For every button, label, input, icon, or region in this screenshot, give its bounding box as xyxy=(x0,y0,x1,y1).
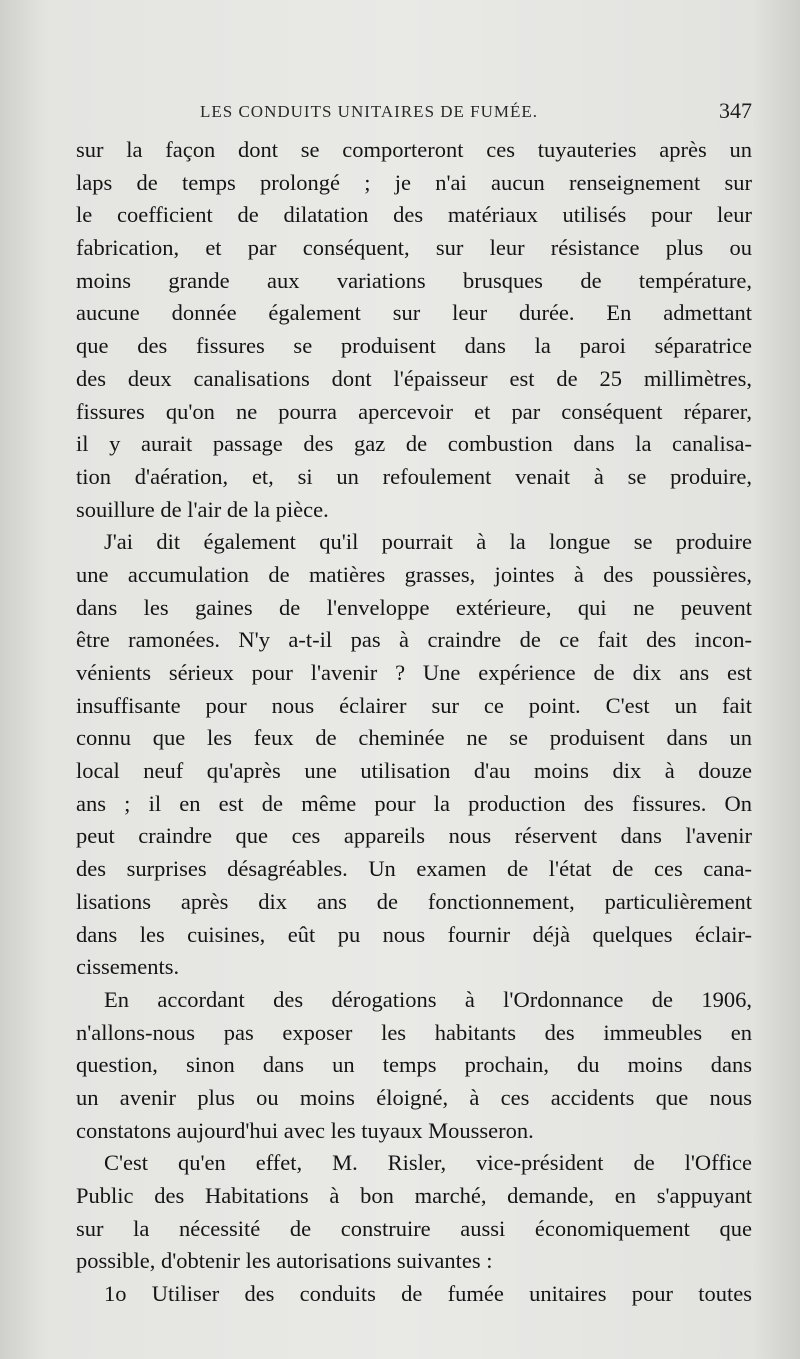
text-line: vénients sérieux pour l'avenir ? Une expérience de dix ans est xyxy=(76,660,752,685)
paragraph xyxy=(76,1278,752,1311)
text-line: connu que les feux de cheminée ne se produisent dans un xyxy=(76,725,752,751)
page-number: 347 xyxy=(719,98,752,123)
text-line: tion d'aération, et, si un refoulement venait à se produire, xyxy=(76,463,752,489)
text-line: cissements. xyxy=(76,954,180,980)
text-line: C'est qu'en effet, M. Risler, vice-président de l'Office xyxy=(104,1150,752,1176)
text-line: des surprises désagréables. Un examen de l'état de ces cana- xyxy=(76,856,752,882)
text-line: sur la nécessité de construire aussi économiquement que xyxy=(76,1215,752,1241)
text-line: J'ai dit également qu'il pourrait à la longue se produire xyxy=(104,529,752,555)
text-line: fabrication, et par conséquent, sur leur résistance plus ou xyxy=(76,235,752,261)
text-line: une accumulation de matières grasses, jointes à des poussières, xyxy=(76,561,752,587)
text-line: insuffisante pour nous éclairer sur ce point. C'est un fait xyxy=(76,692,752,718)
text-line: que des fissures se produisent dans la paroi séparatrice xyxy=(76,333,752,359)
text-line: peut craindre que ces appareils nous réservent dans l'avenir xyxy=(76,823,752,849)
text-line: un avenir plus ou moins éloigné, à ces accidents que nous xyxy=(76,1084,752,1110)
text-line: souillure de l'air de la pièce. xyxy=(76,496,329,522)
text-line: possible, d'obtenir les autorisations suivantes : xyxy=(76,1248,493,1274)
text-line: n'allons-nous pas exposer les habitants des immeubles en xyxy=(76,1019,752,1045)
text-line: moins grande aux variations brusques de température, xyxy=(76,267,752,293)
text-line: dans les cuisines, eût pu nous fournir déjà quelques éclair- xyxy=(76,921,752,947)
text-line: fissures qu'on ne pourra apercevoir et par conséquent réparer, xyxy=(76,398,752,424)
paragraph xyxy=(76,134,752,526)
paragraph xyxy=(76,526,752,984)
text-line: local neuf qu'après une utilisation d'au moins dix à douze xyxy=(76,758,752,784)
text-line: il y aurait passage des gaz de combustion dans la canalisa- xyxy=(76,431,752,457)
text-line: Public des Habitations à bon marché, demande, en s'appuyant xyxy=(76,1183,752,1208)
paragraph xyxy=(76,1147,752,1278)
text-line: aucune donnée également sur leur durée. En admettant xyxy=(76,300,752,326)
text-line: constatons aujourd'hui avec les tuyaux Mousseron. xyxy=(76,1117,534,1143)
text-line: En accordant des dérogations à l'Ordonnance de 1906, xyxy=(104,986,752,1012)
text-line: dans les gaines de l'enveloppe extérieure, qui ne peuvent xyxy=(76,594,752,620)
text-line: 1o Utiliser des conduits de fumée unitaires pour toutes xyxy=(104,1281,752,1307)
text-line: des deux canalisations dont l'épaisseur est de 25 millimètres, xyxy=(76,365,752,391)
paragraph xyxy=(76,984,752,1147)
text-line: le coefficient de dilatation des matériaux utilisés pour leur xyxy=(76,202,752,228)
text-line: sur la façon dont se comporteront ces tuyauteries après un xyxy=(76,137,752,162)
text-line: ans ; il en est de même pour la production des fissures. On xyxy=(76,790,752,816)
text-line: être ramonées. N'y a-t-il pas à craindre de ce fait des incon- xyxy=(76,627,752,653)
text-line: laps de temps prolongé ; je n'ai aucun renseignement sur xyxy=(76,169,752,195)
running-head xyxy=(76,98,752,128)
body-text xyxy=(76,134,752,1311)
text-line: lisations après dix ans de fonctionnement, particulièrement xyxy=(76,888,752,914)
running-title: LES CONDUITS UNITAIRES DE FUMÉE. xyxy=(200,102,539,121)
text-line: question, sinon dans un temps prochain, du moins dans xyxy=(76,1052,752,1078)
